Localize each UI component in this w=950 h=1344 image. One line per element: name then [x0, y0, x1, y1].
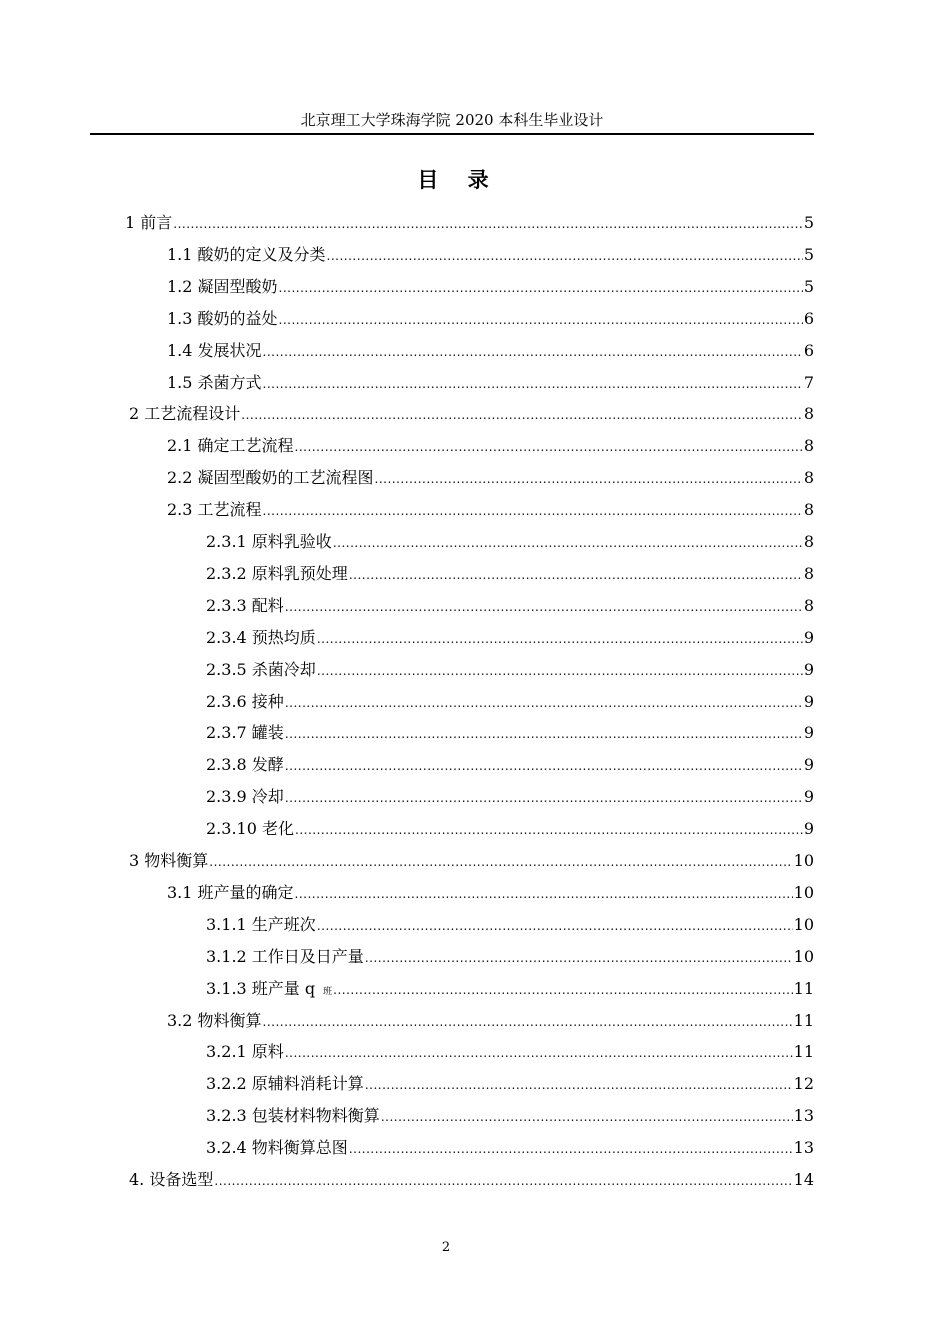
toc-entry-number: 2.3.4 [206, 627, 252, 647]
toc-entry-label [206, 815, 294, 843]
toc-entry-number: 3.2.3 [206, 1106, 252, 1126]
toc-entry-page: 5 [803, 276, 814, 296]
toc-leader-dots [173, 210, 803, 238]
toc-entry[interactable] [206, 624, 814, 652]
toc-entry[interactable] [125, 209, 814, 237]
toc-leader-dots [285, 1039, 793, 1067]
toc-entry[interactable] [206, 592, 814, 620]
toc-entry-title: 物料衡算 [197, 1010, 262, 1030]
toc-entry-label [167, 1007, 262, 1035]
toc-entry-page: 9 [803, 659, 814, 679]
toc-entry-label [206, 1102, 380, 1130]
toc-entry-title: 冷却 [251, 787, 284, 807]
toc-entry-title: 原料乳预处理 [251, 563, 348, 583]
toc-entry[interactable] [206, 1038, 814, 1066]
toc-entry-title: 原辅料消耗计算 [251, 1074, 364, 1094]
toc-entry-title: 发酵 [251, 755, 284, 775]
toc-entry-title: 班产量的确定 [197, 882, 294, 902]
toc-entry-title: 罐装 [251, 723, 284, 743]
toc-leader-dots [375, 465, 803, 493]
toc-entry[interactable] [206, 1102, 814, 1130]
toc-entry-page: 9 [803, 627, 814, 647]
toc-entry-title: 前言 [140, 213, 173, 232]
toc-entry-number: 3.2.2 [206, 1074, 252, 1094]
toc-entry-title: 包装材料物料衡算 [251, 1106, 380, 1126]
toc-entry-number: 1.5 [167, 372, 198, 392]
toc-entry[interactable] [206, 783, 814, 811]
toc-entry[interactable] [206, 656, 814, 684]
toc-entry-label [206, 1038, 284, 1066]
toc-entry-title: 原料 [251, 1042, 284, 1062]
toc-entry-number: 2.2 [167, 468, 198, 488]
toc-entry[interactable] [167, 241, 814, 269]
toc-entry-number: 3 [129, 851, 145, 870]
toc-entry-number: 2.3.9 [206, 787, 252, 807]
toc-entry-number: 2.3.5 [206, 659, 252, 679]
toc-entry-label [167, 369, 262, 397]
toc-entry-title: 设备选型 [149, 1170, 214, 1189]
toc-entry-number: 3.2 [167, 1010, 198, 1030]
toc-entry-number: 2.3.3 [206, 595, 252, 615]
toc-leader-dots [317, 657, 803, 685]
toc-entry[interactable] [206, 719, 814, 747]
toc-entry[interactable] [206, 560, 814, 588]
toc-entry-label [206, 975, 332, 1006]
toc-entry-title: 配料 [251, 595, 284, 615]
toc-entry-title: 酸奶的益处 [197, 308, 278, 328]
toc-entry-page: 9 [803, 819, 814, 839]
toc-entry-label [206, 656, 316, 684]
toc-leader-dots [295, 433, 803, 461]
toc-leader-dots [295, 880, 793, 908]
toc-entry-title: 杀菌方式 [197, 372, 262, 392]
toc-entry-label [206, 911, 316, 939]
toc-entry-page: 8 [803, 532, 814, 551]
toc-entry-number: 2.3.1 [206, 532, 252, 551]
toc-leader-dots [365, 1071, 793, 1099]
toc-entry-label [206, 1070, 364, 1098]
toc-entry-number: 1 [125, 213, 141, 232]
toc-leader-dots [285, 752, 803, 780]
toc-entry-title: 凝固型酸奶的工艺流程图 [197, 468, 374, 488]
toc-entry-page: 12 [793, 1074, 814, 1094]
toc-entry[interactable] [129, 1166, 814, 1194]
toc-entry-page: 8 [803, 595, 814, 615]
toc-leader-dots [333, 976, 792, 1004]
toc-entry-label [206, 783, 284, 811]
toc-entry-page: 10 [793, 914, 814, 934]
toc-entry-page: 6 [803, 308, 814, 328]
toc-entry-label [206, 943, 364, 971]
toc-entry[interactable] [206, 751, 814, 779]
toc-entry-number: 2 [129, 404, 145, 424]
toc-entry-page: 10 [793, 851, 814, 870]
toc-entry-number: 3.1.3 [206, 978, 252, 998]
toc-leader-dots [333, 529, 803, 557]
toc-entry-title: 工艺流程 [197, 500, 262, 520]
toc-entry-title: 物料衡算 [144, 851, 209, 870]
toc-entry-number: 3.1 [167, 882, 198, 902]
toc-entry-title: 确定工艺流程 [197, 436, 294, 456]
toc-entry[interactable] [206, 943, 814, 971]
toc-entry-label [167, 879, 294, 907]
toc-entry-label [206, 719, 284, 747]
toc-leader-dots [285, 720, 803, 748]
toc-entry-page: 8 [803, 468, 814, 488]
toc-entry-number: 1.2 [167, 276, 198, 296]
toc-leader-dots [285, 689, 803, 717]
toc-entry-page: 9 [803, 691, 814, 711]
toc-entry-number: 3.2.1 [206, 1042, 252, 1062]
toc-entry-title: 工作日及日产量 [251, 946, 364, 966]
toc-entry-title: 凝固型酸奶 [197, 276, 278, 296]
toc-entry-page: 8 [803, 404, 814, 424]
toc-entry-title: 原料乳验收 [251, 532, 332, 551]
toc-entry[interactable] [167, 305, 814, 333]
page-header: 北京理工大学珠海学院 2020 本科生毕业设计 [300, 111, 604, 129]
toc-entry[interactable] [167, 879, 814, 907]
toc-entry-title: 班产量 q [251, 978, 316, 998]
toc-entry-label [167, 241, 326, 269]
toc-leader-dots [349, 1135, 793, 1163]
toc-entry-label [206, 592, 284, 620]
toc-entry-label [125, 209, 172, 237]
toc-entry[interactable] [167, 273, 814, 301]
toc-entry-page: 8 [803, 563, 814, 583]
toc-leader-dots [263, 370, 803, 398]
toc-entry-label [167, 305, 278, 333]
toc-entry-page: 10 [793, 882, 814, 902]
toc-entry[interactable] [167, 464, 814, 492]
toc-entry-number: 1.1 [167, 244, 198, 264]
toc-entry-page: 5 [803, 213, 814, 232]
toc-title: 目 录 [417, 168, 489, 192]
toc-entry[interactable] [167, 496, 814, 524]
toc-entry-page: 13 [793, 1106, 814, 1126]
toc-entry-label [167, 337, 262, 365]
toc-entry-number: 3.1.2 [206, 946, 252, 966]
toc-leader-dots [327, 242, 803, 270]
toc-entry-number: 2.3.6 [206, 691, 252, 711]
toc-leader-dots [263, 497, 803, 525]
toc-entry-label [167, 273, 278, 301]
toc-entry-title: 酸奶的定义及分类 [197, 244, 326, 264]
toc-entry[interactable] [129, 400, 814, 428]
toc-entry[interactable] [206, 1134, 814, 1162]
toc-leader-dots [295, 816, 803, 844]
toc-entry-label [206, 624, 316, 652]
toc-entry-number: 2.3 [167, 500, 198, 520]
toc-leader-dots [349, 561, 803, 589]
toc-entry-page: 6 [803, 340, 814, 360]
toc-leader-dots [263, 338, 803, 366]
toc-entry[interactable] [129, 847, 814, 875]
toc-entry-title: 接种 [251, 691, 284, 711]
toc-entry-number: 1.4 [167, 340, 198, 360]
toc-entry-title: 工艺流程设计 [144, 404, 241, 424]
toc-entry[interactable] [206, 911, 814, 939]
toc-entry-label [206, 528, 332, 556]
toc-entry[interactable] [167, 369, 814, 397]
toc-leader-dots [317, 912, 793, 940]
toc-leader-dots [241, 401, 803, 429]
toc-entry-subscript: 班 [323, 986, 333, 997]
toc-entry-page: 13 [793, 1138, 814, 1158]
toc-leader-dots [317, 625, 803, 653]
toc-entry[interactable] [167, 1007, 814, 1035]
toc-entry-title: 预热均质 [251, 627, 316, 647]
toc-leader-dots [279, 306, 803, 334]
header-rule [90, 133, 814, 135]
toc-entry-title: 发展状况 [197, 340, 262, 360]
toc-entry-page: 5 [803, 244, 814, 264]
toc-entry-label [206, 688, 284, 716]
toc-entry-page: 8 [803, 500, 814, 520]
toc-entry-label [206, 751, 284, 779]
toc-entry-page: 11 [793, 978, 814, 998]
toc-leader-dots [214, 1167, 792, 1195]
toc-entry-label [206, 1134, 348, 1162]
toc-entry-page: 9 [803, 723, 814, 743]
toc-entry-page: 8 [803, 436, 814, 456]
toc-entry-page: 10 [793, 946, 814, 966]
toc-entry[interactable] [206, 815, 814, 843]
toc-entry-number: 4. [129, 1170, 150, 1189]
toc-entry-label [129, 1166, 213, 1194]
toc-entry-page: 14 [793, 1170, 814, 1189]
toc-entry-number: 3.2.4 [206, 1138, 252, 1158]
toc-entry-number: 2.3.7 [206, 723, 252, 743]
toc-entry-page: 9 [803, 755, 814, 775]
toc-leader-dots [279, 274, 803, 302]
toc-entry-number: 2.3.10 [206, 819, 262, 839]
toc-entry[interactable] [206, 1070, 814, 1098]
toc-entry-label [129, 400, 240, 428]
toc-entry[interactable] [167, 337, 814, 365]
toc-entry-title: 物料衡算总图 [251, 1138, 348, 1158]
toc-leader-dots [263, 1008, 793, 1036]
toc-entry-page: 7 [803, 372, 814, 392]
toc-leader-dots [285, 593, 803, 621]
toc-entry-title: 老化 [261, 819, 294, 839]
toc-entry-label [167, 464, 374, 492]
toc-entry-label [167, 496, 262, 524]
toc-entry-page: 11 [793, 1042, 814, 1062]
toc-entry-number: 2.3.2 [206, 563, 252, 583]
toc-leader-dots [209, 848, 792, 876]
toc-entry-title: 杀菌冷却 [251, 659, 316, 679]
toc-entry[interactable] [167, 432, 814, 460]
page-number: 2 [441, 1240, 451, 1255]
toc-leader-dots [285, 784, 803, 812]
toc-entry-page: 9 [803, 787, 814, 807]
toc-entry-label [167, 432, 294, 460]
toc-entry-number: 1.3 [167, 308, 198, 328]
toc-entry[interactable] [206, 688, 814, 716]
toc-entry[interactable] [206, 975, 814, 1003]
toc-entry-number: 2.1 [167, 436, 198, 456]
toc-entry-label [129, 847, 208, 875]
toc-entry-page: 11 [793, 1010, 814, 1030]
toc-entry-label [206, 560, 348, 588]
toc-entry-title: 生产班次 [251, 914, 316, 934]
toc-leader-dots [365, 944, 793, 972]
toc-entry-number: 2.3.8 [206, 755, 252, 775]
toc-leader-dots [381, 1103, 793, 1131]
toc-entry[interactable] [206, 528, 814, 556]
toc-entry-number: 3.1.1 [206, 914, 252, 934]
